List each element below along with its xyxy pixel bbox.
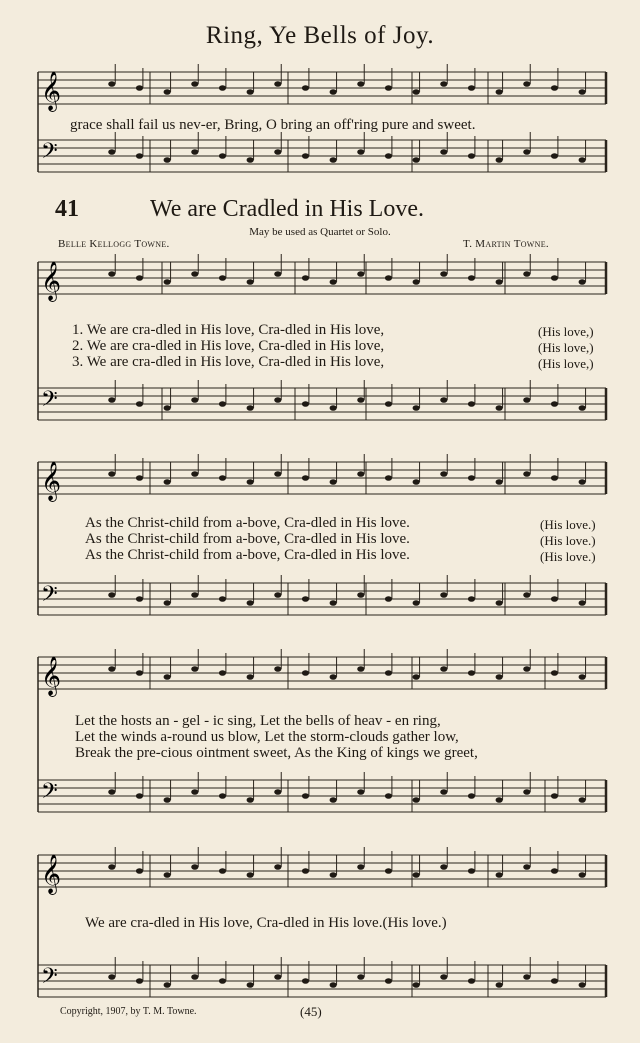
note-head xyxy=(357,789,364,795)
note-head xyxy=(413,89,420,95)
note-head xyxy=(191,789,198,795)
note-head xyxy=(219,670,226,676)
note-head xyxy=(108,974,115,980)
note-head xyxy=(302,868,309,874)
note-head xyxy=(413,872,420,878)
note-head xyxy=(523,271,530,277)
note-head xyxy=(330,982,337,988)
note-head xyxy=(219,153,226,159)
treble-clef-icon: 𝄞 xyxy=(41,261,62,301)
note-head xyxy=(191,271,198,277)
note-head xyxy=(385,475,392,481)
note-head xyxy=(164,157,171,163)
note-head xyxy=(440,397,447,403)
note-head xyxy=(164,600,171,606)
note-head xyxy=(496,89,503,95)
note-head xyxy=(579,89,586,95)
note-head xyxy=(385,793,392,799)
note-head xyxy=(330,89,337,95)
note-head xyxy=(108,471,115,477)
note-head xyxy=(247,872,254,878)
note-head xyxy=(496,479,503,485)
note-head xyxy=(136,85,143,91)
note-head xyxy=(440,592,447,598)
note-head xyxy=(551,153,558,159)
note-head xyxy=(136,275,143,281)
note-head xyxy=(579,479,586,485)
previous-hymn-lyric: grace shall fail us nev-er, Bring, O bring an off'ring pure and sweet. xyxy=(70,117,476,133)
hymn-number: 41 xyxy=(55,196,79,222)
note-head xyxy=(219,85,226,91)
note-head xyxy=(219,868,226,874)
performance-note: May be used as Quartet or Solo. xyxy=(249,226,391,238)
note-head xyxy=(468,670,475,676)
note-head xyxy=(523,471,530,477)
note-head xyxy=(247,674,254,680)
note-head xyxy=(108,149,115,155)
note-head xyxy=(164,982,171,988)
note-head xyxy=(330,405,337,411)
note-head xyxy=(385,275,392,281)
note-head xyxy=(523,789,530,795)
note-head xyxy=(496,674,503,680)
bass-clef-icon: 𝄢 xyxy=(41,779,58,809)
note-head xyxy=(108,789,115,795)
note-head xyxy=(330,872,337,878)
note-head xyxy=(136,596,143,602)
note-head xyxy=(108,864,115,870)
note-head xyxy=(468,85,475,91)
note-head xyxy=(274,592,281,598)
composer: T. Martin Towne. xyxy=(463,238,549,250)
note-head xyxy=(579,674,586,680)
note-head xyxy=(579,157,586,163)
note-head xyxy=(247,600,254,606)
note-head xyxy=(219,401,226,407)
note-head xyxy=(579,872,586,878)
note-head xyxy=(468,153,475,159)
note-head xyxy=(191,666,198,672)
note-head xyxy=(219,978,226,984)
page-number: (45) xyxy=(300,1004,322,1019)
note-head xyxy=(247,89,254,95)
note-head xyxy=(136,401,143,407)
note-head xyxy=(302,275,309,281)
note-head xyxy=(385,868,392,874)
note-head xyxy=(219,275,226,281)
note-head xyxy=(108,397,115,403)
note-head xyxy=(247,982,254,988)
note-head xyxy=(551,85,558,91)
note-head xyxy=(579,797,586,803)
note-head xyxy=(496,405,503,411)
lyric-line: Let the winds a-round us blow, Let the storm-clouds gather low, xyxy=(75,729,459,745)
note-head xyxy=(413,674,420,680)
note-head xyxy=(523,149,530,155)
note-head xyxy=(219,475,226,481)
note-head xyxy=(357,149,364,155)
note-head xyxy=(274,471,281,477)
note-head xyxy=(136,153,143,159)
note-head xyxy=(551,401,558,407)
note-head xyxy=(468,475,475,481)
bass-clef-icon: 𝄢 xyxy=(41,139,58,169)
bass-clef-icon: 𝄢 xyxy=(41,387,58,417)
note-head xyxy=(330,479,337,485)
note-head xyxy=(247,479,254,485)
note-head xyxy=(579,405,586,411)
note-head xyxy=(551,670,558,676)
note-head xyxy=(468,868,475,874)
note-head xyxy=(523,974,530,980)
echo-text: (His love,) xyxy=(538,324,594,339)
note-head xyxy=(440,471,447,477)
note-head xyxy=(136,978,143,984)
note-head xyxy=(191,471,198,477)
note-head xyxy=(468,275,475,281)
note-head xyxy=(413,279,420,285)
note-head xyxy=(413,479,420,485)
note-head xyxy=(219,793,226,799)
note-head xyxy=(274,666,281,672)
note-head xyxy=(164,479,171,485)
note-head xyxy=(413,600,420,606)
note-head xyxy=(440,864,447,870)
note-head xyxy=(191,397,198,403)
note-head xyxy=(164,279,171,285)
note-head xyxy=(579,982,586,988)
note-head xyxy=(302,153,309,159)
note-head xyxy=(302,401,309,407)
note-head xyxy=(385,153,392,159)
echo-text: (His love.) xyxy=(540,549,596,564)
note-head xyxy=(108,592,115,598)
note-head xyxy=(385,596,392,602)
note-head xyxy=(302,475,309,481)
note-head xyxy=(357,271,364,277)
note-head xyxy=(108,81,115,87)
note-head xyxy=(274,81,281,87)
note-head xyxy=(330,600,337,606)
note-head xyxy=(413,157,420,163)
note-head xyxy=(274,864,281,870)
note-head xyxy=(523,81,530,87)
echo-text: (His love.) xyxy=(540,517,596,532)
note-head xyxy=(551,475,558,481)
note-head xyxy=(274,149,281,155)
treble-clef-icon: 𝄞 xyxy=(41,461,62,501)
note-head xyxy=(468,978,475,984)
note-head xyxy=(551,868,558,874)
note-head xyxy=(330,674,337,680)
note-head xyxy=(274,974,281,980)
note-head xyxy=(164,89,171,95)
previous-hymn-title: Ring, Ye Bells of Joy. xyxy=(205,22,435,49)
note-head xyxy=(164,872,171,878)
note-head xyxy=(523,864,530,870)
note-head xyxy=(357,666,364,672)
treble-clef-icon: 𝄞 xyxy=(41,854,62,894)
note-head xyxy=(579,600,586,606)
note-head xyxy=(302,978,309,984)
note-head xyxy=(523,397,530,403)
note-head xyxy=(164,797,171,803)
note-head xyxy=(385,670,392,676)
note-head xyxy=(551,793,558,799)
note-head xyxy=(357,81,364,87)
note-head xyxy=(551,978,558,984)
note-head xyxy=(191,592,198,598)
note-head xyxy=(440,666,447,672)
note-head xyxy=(357,471,364,477)
note-head xyxy=(440,974,447,980)
lyricist: Belle Kellogg Towne. xyxy=(58,238,170,250)
lyric-line: We are cra-dled in His love, Cra-dled in His love.(His love.) xyxy=(85,915,447,931)
note-head xyxy=(302,670,309,676)
copyright: Copyright, 1907, by T. M. Towne. xyxy=(60,1006,197,1017)
note-head xyxy=(164,405,171,411)
lyric-line: As the Christ-child from a-bove, Cra-dled in His love. xyxy=(85,515,410,531)
hymn-title: We are Cradled in His Love. xyxy=(150,196,424,222)
note-head xyxy=(357,974,364,980)
note-head xyxy=(468,793,475,799)
note-head xyxy=(523,666,530,672)
note-head xyxy=(385,401,392,407)
note-head xyxy=(191,149,198,155)
note-head xyxy=(136,868,143,874)
note-head xyxy=(302,85,309,91)
note-head xyxy=(108,271,115,277)
note-head xyxy=(108,666,115,672)
note-head xyxy=(440,81,447,87)
lyric-line: Break the pre-cious ointment sweet, As the King of kings we greet, xyxy=(75,745,478,761)
lyric-line: 1. We are cra-dled in His love, Cra-dled in His love, xyxy=(72,322,385,338)
note-head xyxy=(496,279,503,285)
bass-clef-icon: 𝄢 xyxy=(41,582,58,612)
note-head xyxy=(468,596,475,602)
note-head xyxy=(523,592,530,598)
note-head xyxy=(191,81,198,87)
lyric-line: Let the hosts an - gel - ic sing, Let the bells of heav - en ring, xyxy=(75,713,441,729)
note-head xyxy=(191,974,198,980)
note-head xyxy=(247,405,254,411)
treble-clef-icon: 𝄞 xyxy=(41,71,62,111)
note-head xyxy=(274,271,281,277)
note-head xyxy=(413,797,420,803)
lyric-line: 3. We are cra-dled in His love, Cra-dled in His love, xyxy=(72,354,385,370)
note-head xyxy=(468,401,475,407)
note-head xyxy=(136,670,143,676)
note-head xyxy=(496,157,503,163)
note-head xyxy=(302,596,309,602)
lyric-line: 2. We are cra-dled in His love, Cra-dled in His love, xyxy=(72,338,385,354)
note-head xyxy=(551,596,558,602)
note-head xyxy=(247,157,254,163)
note-head xyxy=(385,978,392,984)
note-head xyxy=(136,793,143,799)
note-head xyxy=(274,789,281,795)
bass-clef-icon: 𝄢 xyxy=(41,964,58,994)
note-head xyxy=(330,797,337,803)
note-head xyxy=(496,797,503,803)
note-head xyxy=(357,397,364,403)
note-head xyxy=(247,797,254,803)
note-head xyxy=(440,789,447,795)
note-head xyxy=(191,864,198,870)
echo-text: (His love,) xyxy=(538,356,594,371)
note-head xyxy=(385,85,392,91)
note-head xyxy=(136,475,143,481)
note-head xyxy=(302,793,309,799)
note-head xyxy=(219,596,226,602)
note-head xyxy=(330,157,337,163)
treble-clef-icon: 𝄞 xyxy=(41,656,62,696)
echo-text: (His love.) xyxy=(540,533,596,548)
note-head xyxy=(330,279,337,285)
note-head xyxy=(496,872,503,878)
note-head xyxy=(357,864,364,870)
lyric-line: As the Christ-child from a-bove, Cra-dled in His love. xyxy=(85,547,410,563)
note-head xyxy=(496,982,503,988)
note-head xyxy=(440,271,447,277)
echo-text: (His love,) xyxy=(538,340,594,355)
note-head xyxy=(164,674,171,680)
lyric-line: As the Christ-child from a-bove, Cra-dled in His love. xyxy=(85,531,410,547)
note-head xyxy=(413,982,420,988)
note-head xyxy=(496,600,503,606)
note-head xyxy=(274,397,281,403)
note-head xyxy=(579,279,586,285)
note-head xyxy=(247,279,254,285)
note-head xyxy=(413,405,420,411)
note-head xyxy=(357,592,364,598)
note-head xyxy=(440,149,447,155)
note-head xyxy=(551,275,558,281)
